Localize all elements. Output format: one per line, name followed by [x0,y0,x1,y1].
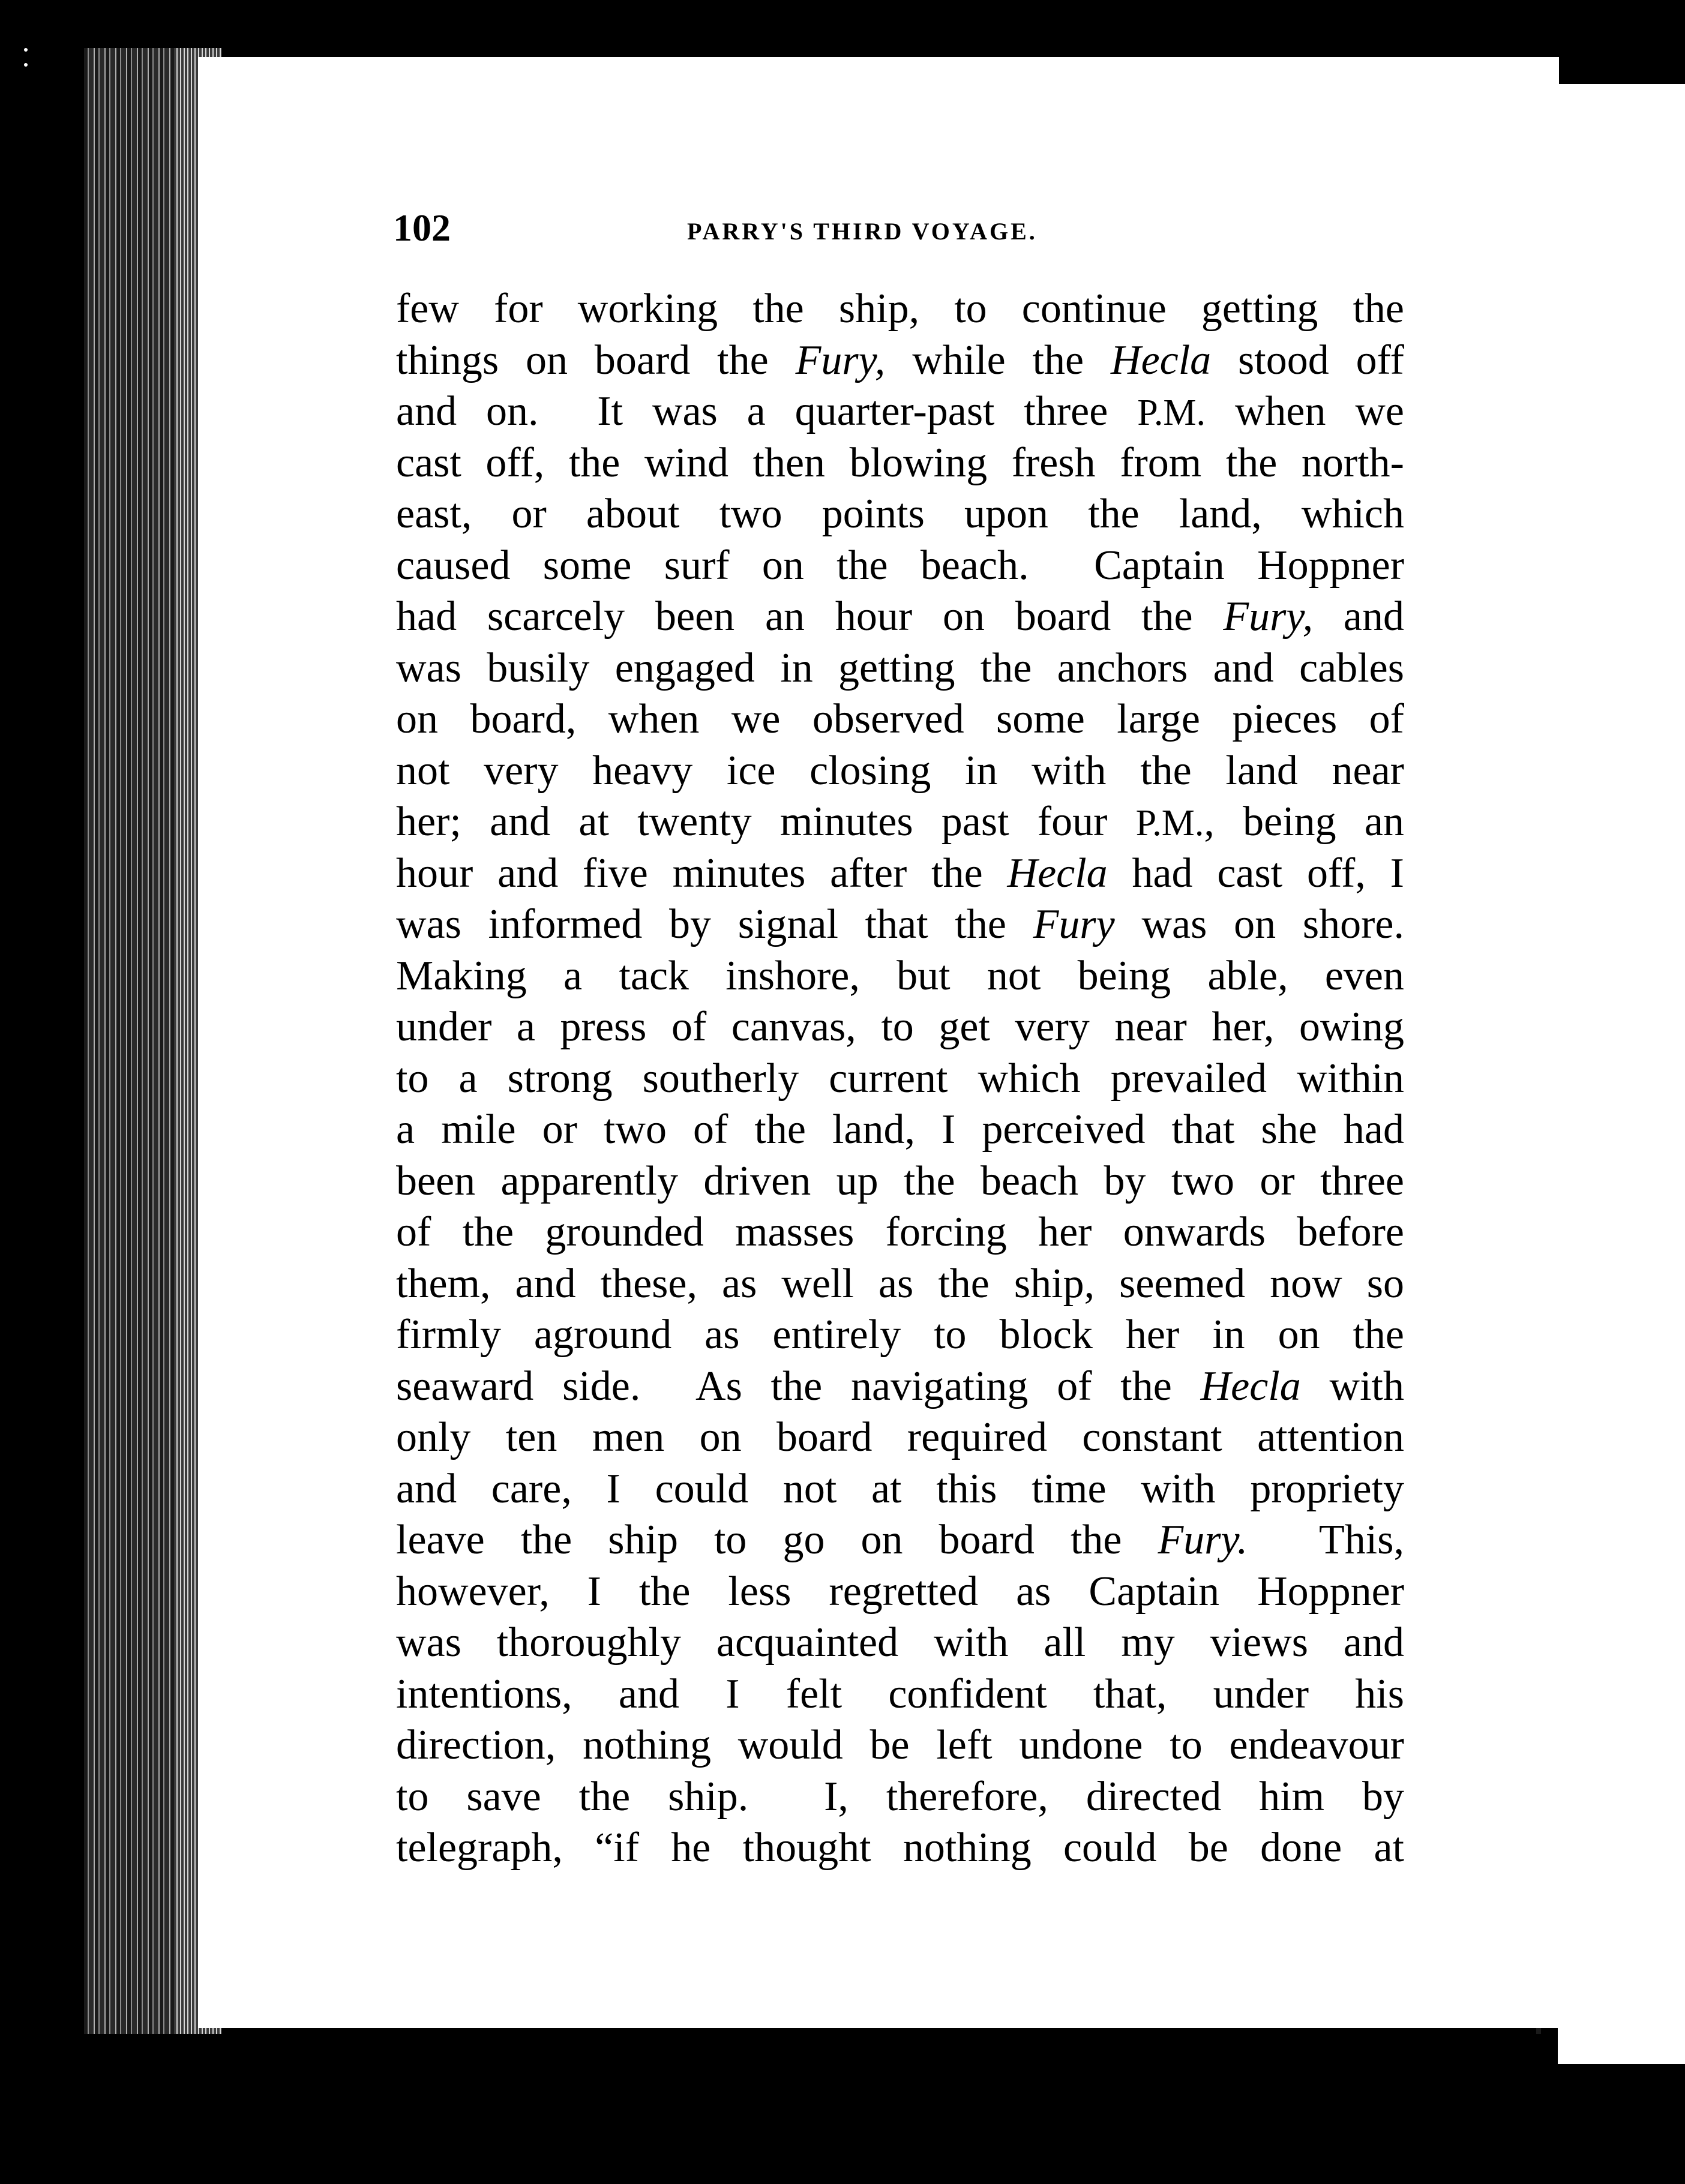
running-head: PARRY'S THIRD VOYAGE. [687,218,1038,245]
text-line: few for working the ship, to continue getting the [396,286,1404,332]
ship-name-hecla: Hecla [1007,850,1108,896]
text-line: and care, I could not at this time with propriety [396,1465,1404,1512]
text-line: was busily engaged in getting the anchors and cables [396,644,1404,691]
text-run: things on board the [396,337,796,383]
text-run: had scarcely been an hour on board the [396,593,1224,640]
scan-speck [24,48,28,52]
ship-name-fury: Fury. [1158,1517,1248,1563]
ship-name-fury: Fury, [1223,593,1314,640]
text-line: firmly aground as entirely to block her in on the [396,1312,1404,1358]
text-run: This, [1248,1517,1404,1563]
text-line: was thoroughly acquainted with all my views and [396,1619,1404,1666]
text-line [396,1514,1404,1566]
text-line [396,796,1404,848]
text-line: east, or about two points upon the land, which [396,491,1404,537]
text-line: not very heavy ice closing in with the land near [396,747,1404,794]
text-line [396,335,1404,386]
text-run: was informed by signal that the [396,901,1033,947]
text-line: telegraph, “if he thought nothing could be done at [396,1825,1404,1871]
text-run: her; and at twenty minutes past four [396,799,1136,845]
text-line [396,899,1404,950]
facing-page-edge [1554,84,1685,2064]
text-run: stood off [1211,337,1404,383]
text-line [396,386,1404,437]
text-line: of the grounded masses forcing her onwards before [396,1209,1404,1255]
text-line [396,848,1404,899]
text-run: and on. It was a quarter-past three [396,388,1138,434]
ship-name-hecla: Hecla [1111,337,1212,383]
text-line: cast off, the wind then blowing fresh from the north- [396,439,1404,486]
text-run: leave the ship to go on board the [396,1517,1158,1563]
text-line [396,591,1404,643]
text-run: while the [885,337,1111,383]
text-run: hour and five minutes after the [396,850,1008,896]
text-line: to a strong southerly current which prevailed within [396,1055,1404,1102]
text-line [396,1361,1404,1412]
text-line: under a press of canvas, to get very near her, owing [396,1004,1404,1050]
text-line: caused some surf on the beach. Captain Hoppner [396,542,1404,589]
text-line: on board, when we observed some large pieces of [396,696,1404,742]
time-abbrev: P.M. [1137,392,1206,433]
text-run: had cast off, I [1107,850,1404,896]
text-line: however, I the less regretted as Captain Hoppner [396,1568,1404,1615]
text-line: a mile or two of the land, I perceived that she had [396,1106,1404,1153]
text-run: when we [1205,388,1404,434]
page-number: 102 [393,206,451,249]
ship-name-hecla: Hecla [1200,1363,1301,1409]
text-line: direction, nothing would be left undone to endeavour [396,1722,1404,1768]
text-run: seaward side. As the navigating of the [396,1363,1201,1409]
text-run: , being an [1204,799,1404,845]
text-line: Making a tack inshore, but not being able, even [396,952,1404,999]
time-abbrev: P.M. [1135,803,1204,844]
body-text [396,283,1404,1874]
ship-name-fury: Fury, [795,337,886,383]
text-line: to save the ship. I, therefore, directed him by [396,1773,1404,1820]
text-line: them, and these, as well as the ship, seemed now so [396,1260,1404,1307]
text-run: was on shore. [1114,901,1404,947]
page-header [393,204,1401,252]
ship-name-fury: Fury [1033,901,1115,947]
text-line: intentions, and I felt confident that, under his [396,1670,1404,1717]
scan-speck [24,63,28,67]
text-line: only ten men on board required constant attention [396,1414,1404,1460]
text-run: with [1300,1363,1404,1409]
text-line: been apparently driven up the beach by two or three [396,1157,1404,1204]
text-run: and [1313,593,1404,640]
